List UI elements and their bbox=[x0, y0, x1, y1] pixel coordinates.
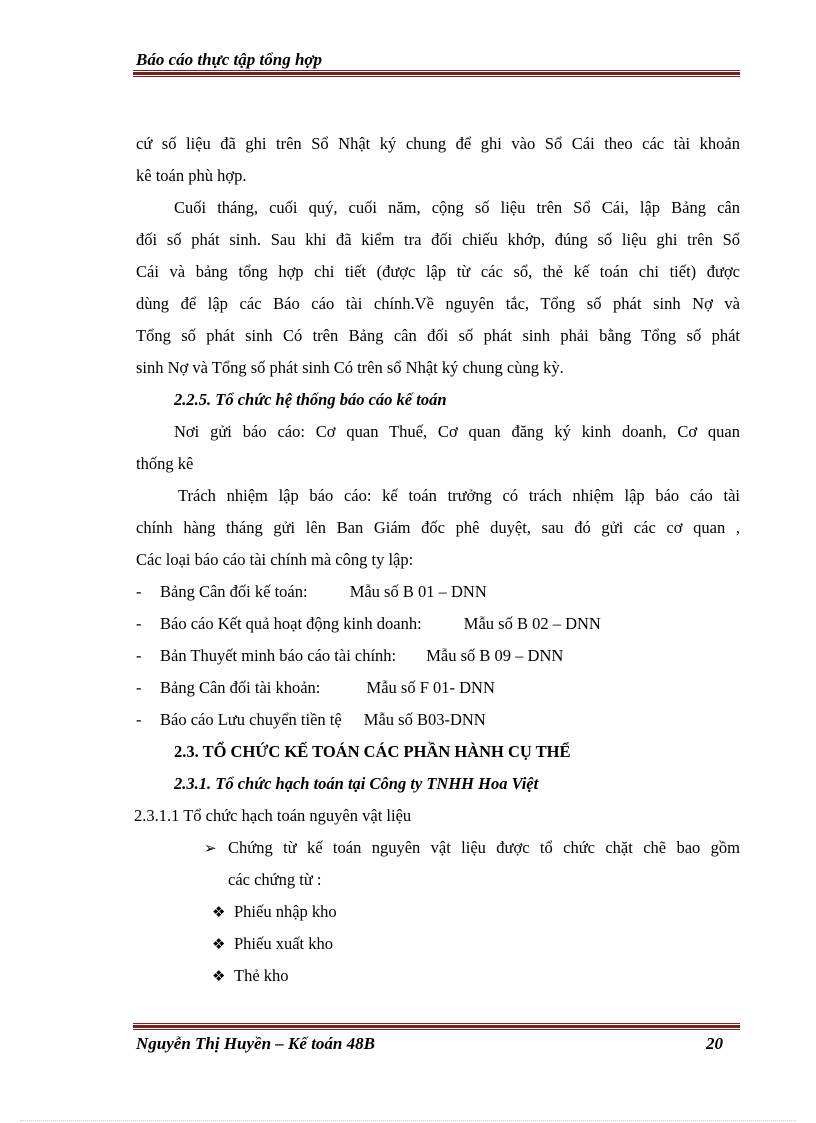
document-name: Phiếu nhập kho bbox=[234, 902, 337, 921]
paragraph-line: Cái và bảng tổng hợp chi tiết (được lập từ các sổ, thẻ kế toán chi tiết) được bbox=[136, 262, 740, 281]
dash-marker: - bbox=[136, 582, 142, 601]
document-name: Thẻ kho bbox=[234, 966, 289, 985]
paragraph-line: Trách nhiệm lập báo cáo: kế toán trưởng có trách nhiệm lập báo cáo tài bbox=[178, 486, 740, 505]
footer-author: Nguyễn Thị Huyền – Kế toán 48B bbox=[136, 1034, 375, 1053]
page-number: 20 bbox=[706, 1034, 723, 1053]
report-code: Mẫu số F 01- DNN bbox=[366, 678, 495, 697]
report-list-item bbox=[136, 640, 740, 672]
paragraph-line: Các loại báo cáo tài chính mà công ty lập: bbox=[136, 550, 414, 569]
paragraph-line: Cuối tháng, cuối quý, cuối năm, cộng số liệu trên Sổ Cái, lập Bảng cân bbox=[174, 198, 740, 217]
arrow-item-text: Chứng từ kế toán nguyên vật liệu được tổ chức chặt chẽ bao gồm bbox=[228, 838, 740, 857]
report-list-item bbox=[136, 576, 740, 608]
report-code: Mẫu số B03-DNN bbox=[363, 710, 486, 729]
page-edge-divider bbox=[20, 1120, 796, 1121]
footer-rule bbox=[133, 1023, 740, 1030]
document-body bbox=[136, 128, 740, 992]
report-code: Mẫu số B 02 – DNN bbox=[463, 614, 601, 633]
document-list-item bbox=[136, 928, 740, 960]
report-name: Báo cáo Lưu chuyển tiền tệ bbox=[160, 710, 342, 729]
arrow-bullet-icon: ➢ bbox=[204, 839, 217, 857]
paragraph-line: Nơi gửi báo cáo: Cơ quan Thuế, Cơ quan đăng ký kinh doanh, Cơ quan bbox=[174, 422, 740, 441]
section-heading-2-3: 2.3. TỔ CHỨC KẾ TOÁN CÁC PHẦN HÀNH CỤ THỂ bbox=[174, 742, 571, 761]
report-list-item bbox=[136, 608, 740, 640]
paragraph-line: dùng để lập các Báo cáo tài chính.Về nguyên tắc, Tổng số phát sinh Nợ và bbox=[136, 294, 740, 313]
report-list-item bbox=[136, 704, 740, 736]
report-name: Bản Thuyết minh báo cáo tài chính: bbox=[160, 646, 397, 665]
report-list-item bbox=[136, 672, 740, 704]
paragraph-line: kê toán phù hợp. bbox=[136, 166, 247, 185]
section-heading-2-3-1-1: 2.3.1.1 Tổ chức hạch toán nguyên vật liệu bbox=[134, 806, 412, 825]
diamond-bullet-icon: ❖ bbox=[212, 935, 226, 953]
report-code: Mẫu số B 01 – DNN bbox=[349, 582, 487, 601]
dash-marker: - bbox=[136, 614, 142, 633]
document-list-item bbox=[136, 896, 740, 928]
report-name: Báo cáo Kết quả hoạt động kinh doanh: bbox=[160, 614, 422, 633]
paragraph-line: đối số phát sinh. Sau khi đã kiểm tra đối chiếu khớp, đúng số liệu ghi trên Sổ bbox=[136, 230, 740, 249]
paragraph-line: chính hàng tháng gửi lên Ban Giám đốc phê duyệt, sau đó gửi các cơ quan , bbox=[136, 518, 740, 537]
document-name: Phiếu xuất kho bbox=[234, 934, 333, 953]
diamond-bullet-icon: ❖ bbox=[212, 967, 226, 985]
dash-marker: - bbox=[136, 646, 142, 665]
dash-marker: - bbox=[136, 710, 142, 729]
report-code: Mẫu số B 09 – DNN bbox=[426, 646, 564, 665]
paragraph-line: Tổng số phát sinh Có trên Bảng cân đối số phát sinh phải bằng Tổng số phát bbox=[136, 326, 740, 345]
header-rule bbox=[133, 70, 740, 77]
report-name: Bảng Cân đối tài khoản: bbox=[160, 678, 321, 697]
document-list-item bbox=[136, 960, 740, 992]
section-heading-2-3-1: 2.3.1. Tổ chức hạch toán tại Công ty TNHH Hoa Việt bbox=[174, 774, 539, 793]
paragraph-line: sinh Nợ và Tổng số phát sinh Có trên sổ Nhật ký chung cùng kỳ. bbox=[136, 358, 564, 377]
arrow-item-continuation: các chứng từ : bbox=[228, 870, 322, 889]
paragraph-line: cứ số liệu đã ghi trên Sổ Nhật ký chung để ghi vào Sổ Cái theo các tài khoản bbox=[136, 134, 740, 153]
diamond-bullet-icon: ❖ bbox=[212, 903, 226, 921]
header-title: Báo cáo thực tập tổng hợp bbox=[136, 50, 323, 69]
arrow-list-item bbox=[136, 832, 740, 864]
report-name: Bảng Cân đối kế toán: bbox=[160, 582, 308, 601]
paragraph-line: thống kê bbox=[136, 454, 194, 473]
dash-marker: - bbox=[136, 678, 142, 697]
section-heading-2-2-5: 2.2.5. Tổ chức hệ thống báo cáo kế toán bbox=[174, 390, 447, 409]
